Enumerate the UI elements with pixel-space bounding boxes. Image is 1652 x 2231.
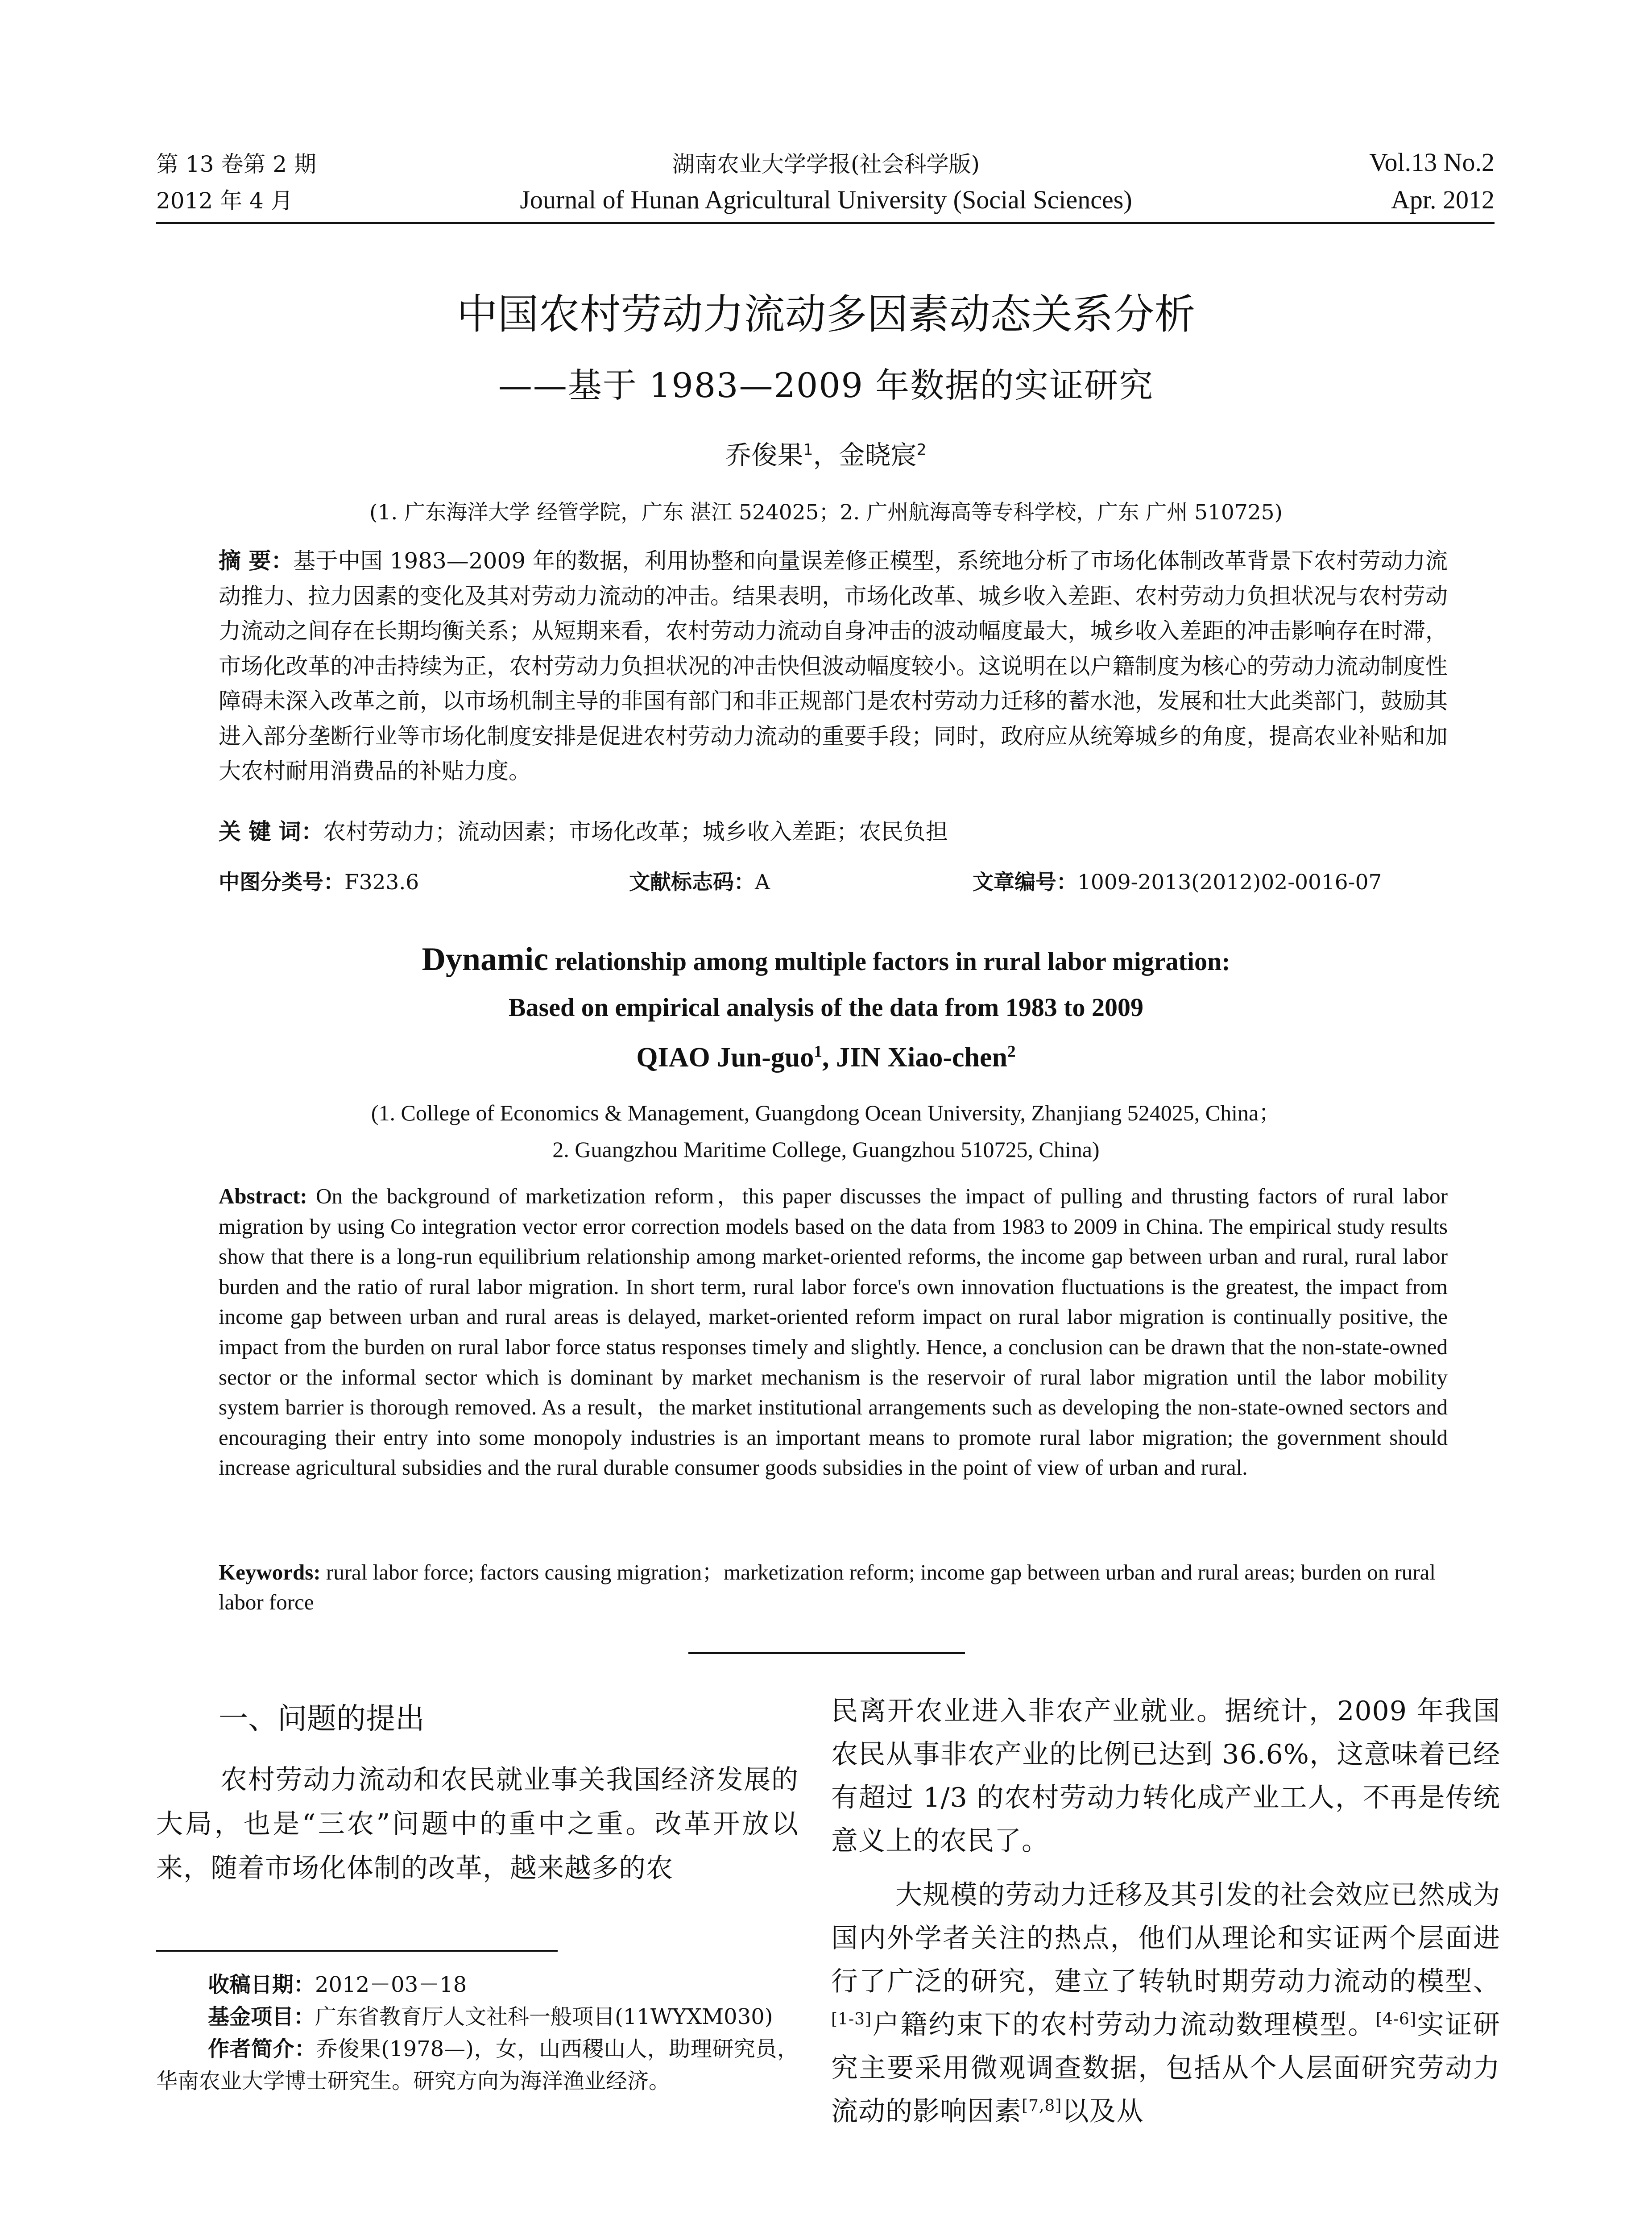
abstract-cn-text: 基于中国 1983—2009 年的数据，利用协整和向量误差修正模型，系统地分析了市场化体制改革背景下农村劳动力流动推力、拉力因素的变化及其对劳动力流动的冲击。结果表明，市场化改革、城乡收入差距、农村劳动力负担状况与农村劳动力流动之间存在长期均衡关系；从短期来看，农村劳动力流动自身冲击的波动幅度最大，城乡收入差距的冲击影响存在时滞，市场化改革的冲击持续为正，农村劳动力负担状况的冲击快但波动幅度较小。这说明在以户籍制度为核心的劳动力流动制度性障碍未深入改革之前，以市场机制主导的非国有部门和非正规部门是农村劳动力迁移的蓄水池，发展和壮大此类部门，鼓励其进入部分垄断行业等市场化制度安排是促进农村劳动力流动的重要手段；同时，政府应从统筹城乡的角度，提高农业补贴和加大农村耐用消费品的补贴力度。	[219, 548, 1448, 784]
body-paragraph: 农村劳动力流动和农民就业事关我国经济发展的大局，也是“三农”问题中的重中之重。改革开放以来，随着市场化体制的改革，越来越多的农	[156, 1764, 799, 1884]
header-date: 2012 年 4 月	[156, 188, 293, 214]
affiliation-en-line2: 2. Guangzhou Maritime College, Guangzhou 510725, China)	[552, 1137, 1100, 1162]
title-en-line1-rest: relationship among multiple factors in rural labor migration:	[548, 947, 1230, 976]
keywords-cn-label: 关 键 词：	[219, 819, 323, 845]
author-name-en: JIN Xiao-chen	[836, 1042, 1007, 1073]
footnote-text: 2012－03－18	[315, 1972, 467, 1997]
footnote-label: 收稿日期：	[208, 1972, 315, 1997]
author-affil-mark: 1	[803, 441, 813, 459]
author-separator: ,	[822, 1042, 836, 1073]
section-heading: 一、问题的提出	[219, 1701, 425, 1736]
citation: [1-3]	[831, 2010, 872, 2028]
author-affil-mark: 2	[916, 441, 927, 459]
title-en-line1	[0, 943, 1652, 978]
header-volume: 第 13 卷第 2 期	[156, 151, 317, 177]
header-vol-no: Vol.13 No.2	[1369, 148, 1495, 177]
clc-value: F323.6	[344, 870, 419, 895]
keywords-cn-text: 农村劳动力；流动因素；市场化改革；城乡收入差距；农民负担	[323, 819, 948, 845]
abstract-separator-rule	[688, 1652, 965, 1654]
article-number	[973, 869, 1382, 896]
keywords-en-label: Keywords:	[219, 1560, 321, 1584]
keywords-cn	[219, 818, 1448, 845]
abstract-en-text: On the background of marketization reform，this paper discusses the impact of pulling and thrusting factors of rural labor migration by using Co integration vector error correction models based on the data from 1983 to 2009 in China. The empirical study results show that there is a long-run equilibrium relationship among market-oriented reforms, the income gap between urban and rural, rural labor burden and the ratio of rural labor migration. In short term, rural labor force's own innovation fluctuations is the greatest, the impact from income gap between urban and rural areas is delayed, market-oriented reform impact on rural labor migration is continually positive, the impact from the burden on rural labor force status responses timely and slightly. Hence, a conclusion can be drawn that the non-state-owned sector or the informal sector which is dominant by market mechanism is the reservoir of rural labor migration until the labor mobility system barrier is thorough removed. As a result，the market institutional arrangements such as developing the non-state-owned sectors and encouraging their entry into some monopoly industries is an important means to promote rural labor migration; the government should increase agricultural subsidies and the rural durable consumer goods subsidies in the point of view of urban and rural.	[219, 1184, 1448, 1480]
body-text: 大规模的劳动力迁移及其引发的社会效应已然成为国内外学者关注的热点，他们从理论和实证两个层面进行了广泛的研究，建立了转轨时期劳动力流动的模型、	[831, 1879, 1500, 1997]
author-affil-mark: 1	[814, 1042, 822, 1061]
abstract-en-label: Abstract:	[219, 1184, 307, 1208]
body-right-column	[831, 1690, 1500, 2133]
footnote-rule	[156, 1950, 558, 1952]
header-journal-cn: 湖南农业大学学报(社会科学版)	[672, 151, 980, 177]
title-en-first-word: Dynamic	[422, 941, 549, 978]
article-label: 文章编号：	[973, 870, 1077, 895]
author-name-en: QIAO Jun-guo	[636, 1042, 814, 1073]
keywords-en-text: rural labor force; factors causing migration；marketization reform; income gap between urban and rural areas; burden on rural labor force	[219, 1560, 1436, 1614]
footnote-label: 基金项目：	[208, 2004, 315, 2029]
body-paragraph: 民离开农业进入非农产业就业。据统计，2009 年我国农民从事非农产业的比例已达到 36.6%，这意味着已经有超过 1/3 的农村劳动力转化成产业工人，不再是传统意义上的农民了。	[831, 1696, 1500, 1857]
header-rule	[156, 222, 1495, 224]
header-month: Apr. 2012	[1391, 185, 1495, 214]
body-text: 户籍约束下的农村劳动力流动数理模型。	[872, 2009, 1376, 2040]
author-list-en	[0, 1041, 1652, 1074]
body-paragraph	[831, 1874, 1500, 2133]
abstract-en	[219, 1181, 1448, 1483]
footnote-received	[156, 1969, 799, 2001]
header-journal-en: Journal of Hunan Agricultural University (Social Sciences)	[520, 185, 1132, 214]
article-value: 1009-2013(2012)02-0016-07	[1077, 870, 1382, 895]
affiliation-cn: (1. 广东海洋大学 经管学院，广东 湛江 524025；2. 广州航海高等专科学校，广东 广州 510725)	[369, 500, 1283, 525]
author-name: 金晓宸	[839, 440, 917, 470]
author-separator: ，	[813, 440, 839, 470]
footnote-author	[156, 2033, 799, 2097]
abstract-cn	[219, 543, 1448, 789]
body-left-column	[156, 1758, 799, 1891]
doc-label: 文献标志码：	[629, 870, 755, 895]
paper-title: 中国农村劳动力流动多因素动态关系分析	[456, 290, 1196, 338]
affiliation-en-line1: (1. College of Economics & Management, Guangdong Ocean University, Zhanjiang 524025, China；	[371, 1100, 1281, 1125]
body-text: 实证研究主要采用微观调查数据，包括从个人层面研究劳动力流动的影响因素	[831, 2009, 1501, 2127]
clc-number	[219, 869, 419, 896]
author-affil-mark: 2	[1007, 1042, 1016, 1061]
footnote-text: 乔俊果(1978—)，女，山西稷山人，助理研究员，华南农业大学博士研究生。研究方向为海洋渔业经济。	[156, 2036, 799, 2094]
footnote-text: 广东省教育厅人文社科一般项目(11WYXM030)	[315, 2004, 773, 2029]
keywords-en	[219, 1557, 1448, 1617]
document-code	[629, 869, 770, 896]
citation: [7,8]	[1022, 2097, 1062, 2115]
clc-label: 中图分类号：	[219, 870, 344, 895]
body-text: 以及从	[1062, 2096, 1144, 2127]
citation: [4-6]	[1375, 2010, 1416, 2028]
abstract-cn-label: 摘 要：	[219, 548, 294, 574]
doc-value: A	[755, 870, 770, 895]
footnote-fund	[156, 2001, 799, 2033]
title-en-line2: Based on empirical analysis of the data from 1983 to 2009	[508, 993, 1144, 1022]
author-name: 乔俊果	[725, 440, 803, 470]
paper-subtitle: ——基于 1983—2009 年数据的实证研究	[498, 365, 1154, 405]
footnote-label: 作者简介：	[208, 2036, 316, 2061]
author-list	[0, 440, 1652, 471]
